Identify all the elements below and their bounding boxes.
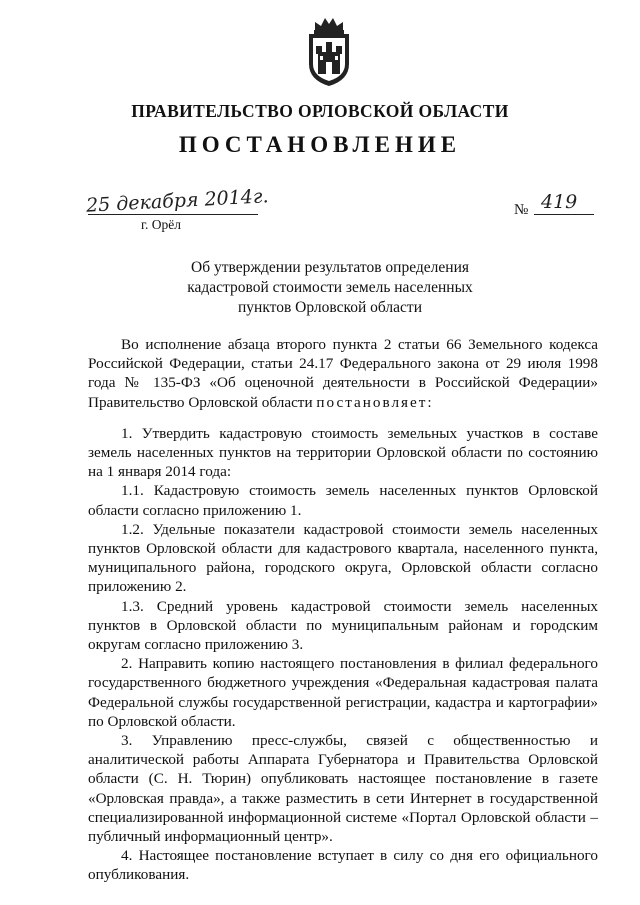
number-underline — [534, 214, 594, 215]
organization-title: ПРАВИТЕЛЬСТВО ОРЛОВСКОЙ ОБЛАСТИ — [131, 101, 509, 121]
preamble-text: Во исполнение абзаца второго пункта 2 статьи 66 Земельного кодекса Российской Федерации, статьи 24.17 Федерального закона от 29 июля 1998 года № 135-ФЗ «Об оценочной деятельности в Российской Федерации» Правительство Орловской области — [88, 336, 598, 411]
document-subject: Об утверждении результатов определения кадастровой стоимости земель населенных пунктов Орловской области — [187, 259, 473, 316]
decree-word: постановляет: — [316, 393, 434, 411]
date-underline — [88, 214, 258, 215]
paragraph-2: 2. Направить копию настоящего постановления в филиал федерального государственного бюджетного учреждения «Федеральная кадастровая палата Федеральной службы государственной регистрации, кадастра и картографии» по Орловской области. — [88, 655, 598, 730]
paragraph-1-1: 1.1. Кадастровую стоимость земель населенных пунктов Орловской области согласно приложению 1. — [88, 482, 598, 519]
paragraph-3: 3. Управлению пресс-службы, связей с общественностью и аналитической работы Аппарата Губернатора и Правительства Орловской области (С. Н. Тюрин) опубликовать настоящее постановление в газете «Орловская правда», а также разместить в сети Интернет в государственной специализированной информационной системе «Портал Орловской области – публичный информационный центр». — [88, 732, 598, 846]
preamble — [88, 335, 598, 412]
coat-of-arms-icon — [301, 14, 357, 88]
paragraph-1-2: 1.2. Удельные показатели кадастровой стоимости земель населенных пунктов Орловской области для кадастрового квартала, населенного пункта, муниципального района, городского округа, Орловской области согласно приложению 2. — [88, 520, 598, 596]
document-body — [88, 335, 598, 885]
paragraph-1-3: 1.3. Средний уровень кадастровой стоимости земель населенных пунктов в Орловской области по муниципальным районам и городским округам согласно приложению 3. — [88, 597, 598, 654]
paragraph-1: 1. Утвердить кадастровую стоимость земельных участков в составе земель населенных пунктов на территории Орловской области по состоянию на 1 января 2014 года: — [88, 424, 598, 481]
handwritten-date: 25 декабря 2014г. — [85, 185, 270, 217]
document-type: ПОСТАНОВЛЕНИЕ — [178, 132, 462, 157]
paragraph-4: 4. Настоящее постановление вступает в силу со дня его официального опубликования. — [88, 847, 598, 884]
handwritten-number: 419 — [541, 191, 578, 213]
number-label: № — [514, 202, 529, 218]
city: г. Орёл — [141, 217, 181, 232]
